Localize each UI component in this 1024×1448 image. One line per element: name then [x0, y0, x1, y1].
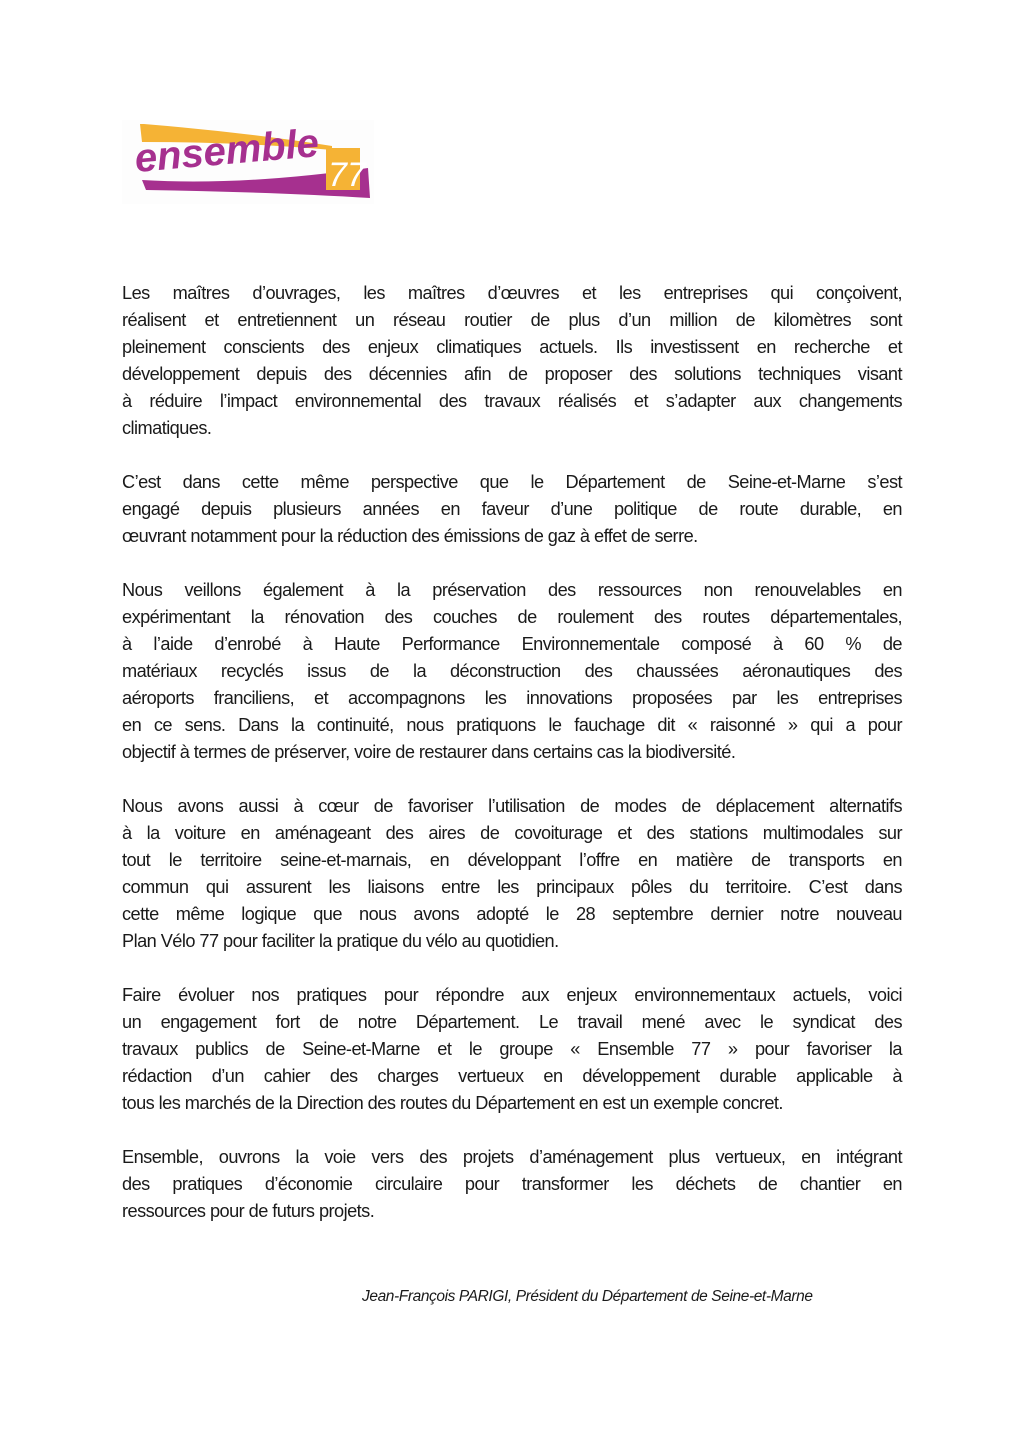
- text-line: Plan Vélo 77 pour faciliter la pratique du vélo au quotidien.: [122, 931, 559, 951]
- signature: Jean-François PARIGI, Président du Département de Seine-et-Marne: [362, 1288, 813, 1305]
- text-line: réalisent et entretiennent un réseau routier de plus d’un million de kilomètres sont: [122, 310, 902, 330]
- text-line: Faire évoluer nos pratiques pour répondre aux enjeux environnementaux actuels, voici: [122, 985, 902, 1005]
- text-line: tous les marchés de la Direction des routes du Département en est un exemple concret.: [122, 1093, 783, 1113]
- paragraph: [122, 280, 902, 442]
- text-line: Les maîtres d’ouvrages, les maîtres d’œuvres et les entreprises qui conçoivent,: [122, 283, 902, 303]
- text-line: engagé depuis plusieurs années en faveur d’une politique de route durable, en: [122, 499, 902, 519]
- text-line: développement depuis des décennies afin de proposer des solutions techniques visant: [122, 364, 902, 384]
- text-line: expérimentant la rénovation des couches de roulement des routes départementales,: [122, 607, 902, 627]
- text-line: un engagement fort de notre Département. Le travail mené avec le syndicat des: [122, 1012, 902, 1032]
- text-line: travaux publics de Seine-et-Marne et le groupe « Ensemble 77 » pour favoriser la: [122, 1039, 902, 1059]
- text-line: Nous veillons également à la préservation des ressources non renouvelables en: [122, 580, 902, 600]
- ensemble77-logo: [122, 120, 374, 204]
- letter-body: [122, 280, 902, 1252]
- text-line: cette même logique que nous avons adopté le 28 septembre dernier notre nouveau: [122, 904, 902, 924]
- logo-graphic: [122, 120, 374, 204]
- text-line: à la voiture en aménageant des aires de covoiturage et des stations multimodales sur: [122, 823, 902, 843]
- text-line: C’est dans cette même perspective que le Département de Seine-et-Marne s’est: [122, 472, 902, 492]
- paragraph: [122, 469, 902, 550]
- text-line: ressources pour de futurs projets.: [122, 1201, 375, 1221]
- text-line: Nous avons aussi à cœur de favoriser l’utilisation de modes de déplacement alternatifs: [122, 796, 902, 816]
- text-line: en ce sens. Dans la continuité, nous pratiquons le fauchage dit « raisonné » qui a pour: [122, 715, 902, 735]
- paragraph: [122, 577, 902, 766]
- text-line: Ensemble, ouvrons la voie vers des projets d’aménagement plus vertueux, en intégrant: [122, 1147, 902, 1167]
- paragraph: [122, 982, 902, 1117]
- paragraph: [122, 793, 902, 955]
- text-line: aéroports franciliens, et accompagnons les innovations proposées par les entreprises: [122, 688, 902, 708]
- text-line: à réduire l’impact environnemental des travaux réalisés et s’adapter aux changements: [122, 391, 902, 411]
- text-line: rédaction d’un cahier des charges vertueux en développement durable applicable à: [122, 1066, 902, 1086]
- text-line: à l’aide d’enrobé à Haute Performance Environnementale composé à 60 % de: [122, 634, 902, 654]
- text-line: des pratiques d’économie circulaire pour transformer les déchets de chantier en: [122, 1174, 902, 1194]
- logo-wordmark: ensemble: [132, 121, 321, 181]
- text-line: commun qui assurent les liaisons entre les principaux pôles du territoire. C’est dans: [122, 877, 902, 897]
- text-line: matériaux recyclés issus de la déconstruction des chaussées aéronautiques des: [122, 661, 902, 681]
- text-line: objectif à termes de préserver, voire de restaurer dans certains cas la biodiversité.: [122, 742, 736, 762]
- text-line: climatiques.: [122, 418, 212, 438]
- text-line: tout le territoire seine-et-marnais, en développant l’offre en matière de transports en: [122, 850, 902, 870]
- logo-77-text: 77: [328, 156, 366, 194]
- paragraph: [122, 1144, 902, 1225]
- text-line: œuvrant notamment pour la réduction des émissions de gaz à effet de serre.: [122, 526, 698, 546]
- text-line: pleinement conscients des enjeux climatiques actuels. Ils investissent en recherche et: [122, 337, 902, 357]
